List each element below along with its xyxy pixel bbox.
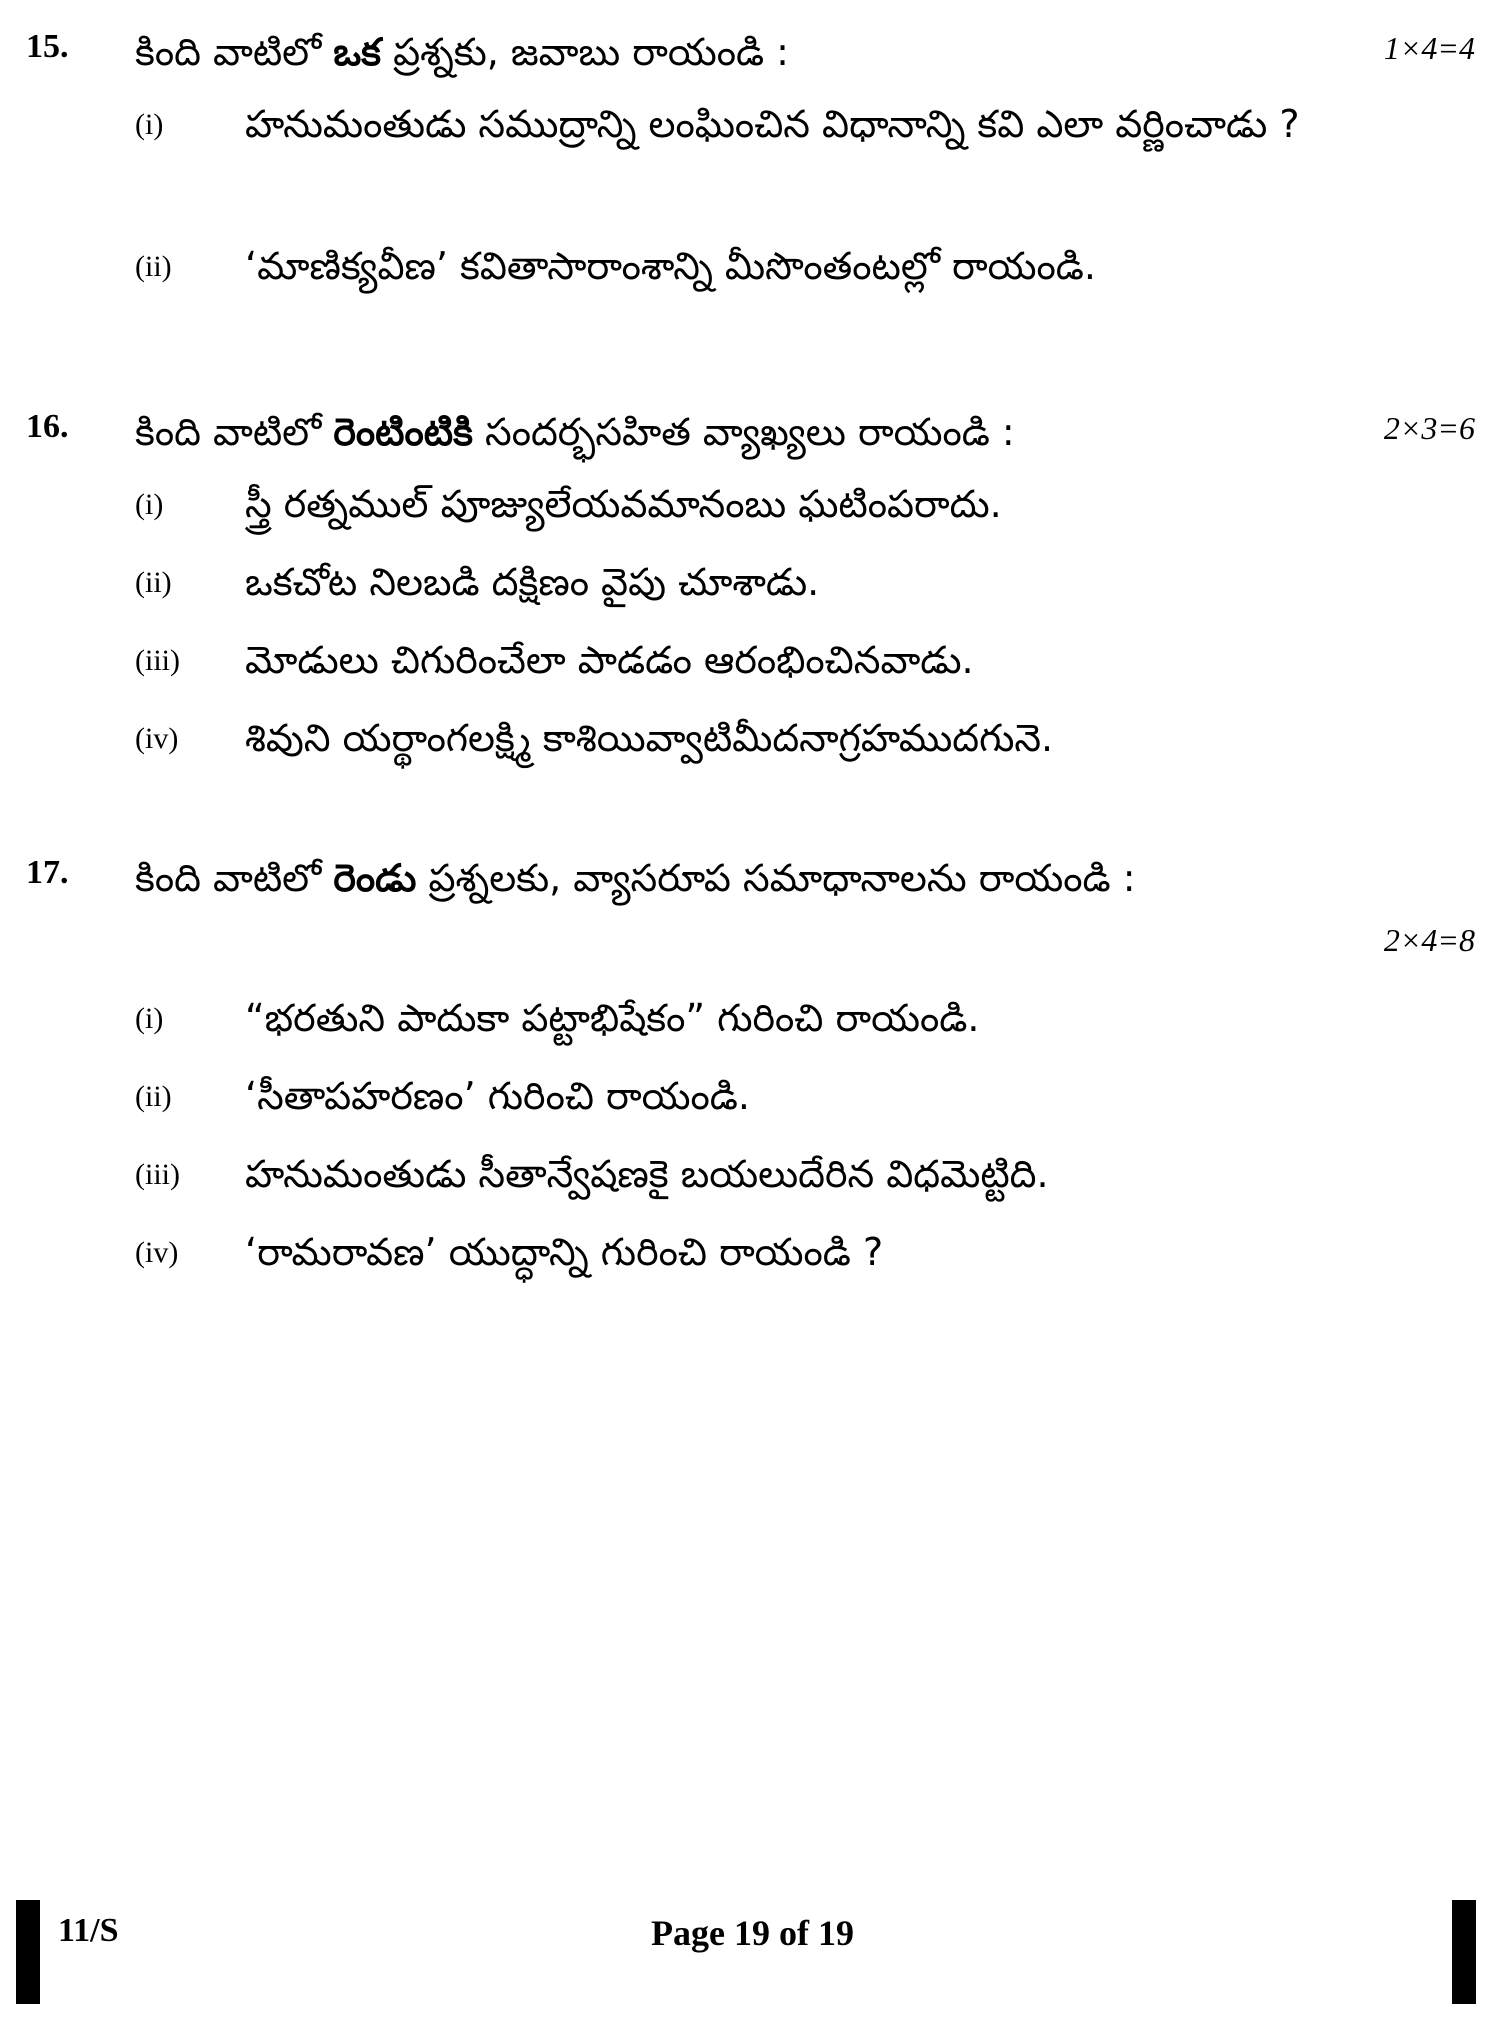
sub-question — [0, 700, 1505, 778]
emphasis-text: రెంటింటికి — [333, 410, 473, 454]
sub-question-number: (iv) — [135, 722, 179, 755]
sub-question-text: “భరతుని పాదుకా పట్టాభిషేకం” గురించి రాయండి. — [245, 996, 980, 1040]
sub-question-number: (i) — [135, 488, 164, 521]
sub-question — [0, 980, 1505, 1058]
sub-question-text: హనుమంతుడు సముద్రాన్ని లంఘించిన విధానాన్ని కవి ఎలా వర్ణించాడు ? — [245, 102, 1300, 146]
question-instruction: కింది వాటిలో రెంటింటికి సందర్భసహిత వ్యాఖ్యలు రాయండి : — [135, 410, 1015, 454]
paper-code: 11/S — [58, 1912, 119, 1949]
sub-question-number: (iv) — [135, 1236, 179, 1269]
sub-question-text: స్త్రీ రత్నముల్ పూజ్యులేయవమానంబు ఘటింపరాదు. — [245, 482, 1002, 526]
question-number: 15. — [26, 28, 69, 65]
emphasis-text: ఒక — [333, 30, 381, 74]
question-15 — [0, 14, 1505, 306]
sub-question-number: (ii) — [135, 1080, 172, 1113]
question-header — [0, 394, 1505, 466]
question-instruction: కింది వాటిలో ఒక ప్రశ్నకు, జవాబు రాయండి : — [135, 30, 789, 74]
question-header — [0, 840, 1505, 980]
question-number: 17. — [26, 854, 69, 891]
sub-question-text: శివుని యర్థాంగలక్ష్మి కాశియివ్వాటిమీదనాగ్రహముదగునె. — [245, 716, 1054, 760]
sub-question-number: (ii) — [135, 250, 172, 283]
sub-question-number: (ii) — [135, 566, 172, 599]
marks-label: 2×4=8 — [1383, 922, 1475, 958]
sub-question-number: (iii) — [135, 1158, 180, 1191]
question-instruction: కింది వాటిలో రెండు ప్రశ్నలకు, వ్యాసరూప సమాధానాలను రాయండి : — [135, 856, 1136, 900]
sub-question — [0, 466, 1505, 544]
marks-label: 2×3=6 — [1383, 410, 1475, 446]
question-16 — [0, 394, 1505, 778]
sub-question — [0, 622, 1505, 700]
sub-question — [0, 86, 1505, 228]
sub-question-number: (i) — [135, 1002, 164, 1035]
sub-question-text: ‘సీతాపహరణం’ గురించి రాయండి. — [245, 1074, 750, 1118]
sub-question — [0, 1058, 1505, 1136]
sub-question-text: మోడులు చిగురించేలా పాడడం ఆరంభించినవాడు. — [245, 638, 974, 682]
sub-question — [0, 1214, 1505, 1292]
question-17 — [0, 840, 1505, 1292]
sub-question-text: హనుమంతుడు సీతాన్వేషణకై బయలుదేరిన విధమెట్టిది. — [245, 1152, 1049, 1196]
sub-question-number: (i) — [135, 108, 164, 141]
sub-question — [0, 228, 1505, 306]
emphasis-text: రెండు — [333, 856, 417, 900]
marks-label: 1×4=4 — [1383, 30, 1475, 66]
sub-question-text: ‘మాణిక్యవీణ’ కవితాసారాంశాన్ని మీసొంతంటల్లో రాయండి. — [245, 244, 1096, 288]
question-number: 16. — [26, 408, 69, 445]
sub-question-number: (iii) — [135, 644, 180, 677]
sub-question-text: ‘రామరావణ’ యుద్ధాన్ని గురించి రాయండి ? — [245, 1230, 884, 1274]
sub-question — [0, 1136, 1505, 1214]
question-header — [0, 14, 1505, 86]
sub-question — [0, 544, 1505, 622]
sub-question-text: ఒకచోట నిలబడి దక్షిణం వైపు చూశాడు. — [245, 560, 820, 604]
page-number: Page 19 of 19 — [651, 1913, 854, 1953]
